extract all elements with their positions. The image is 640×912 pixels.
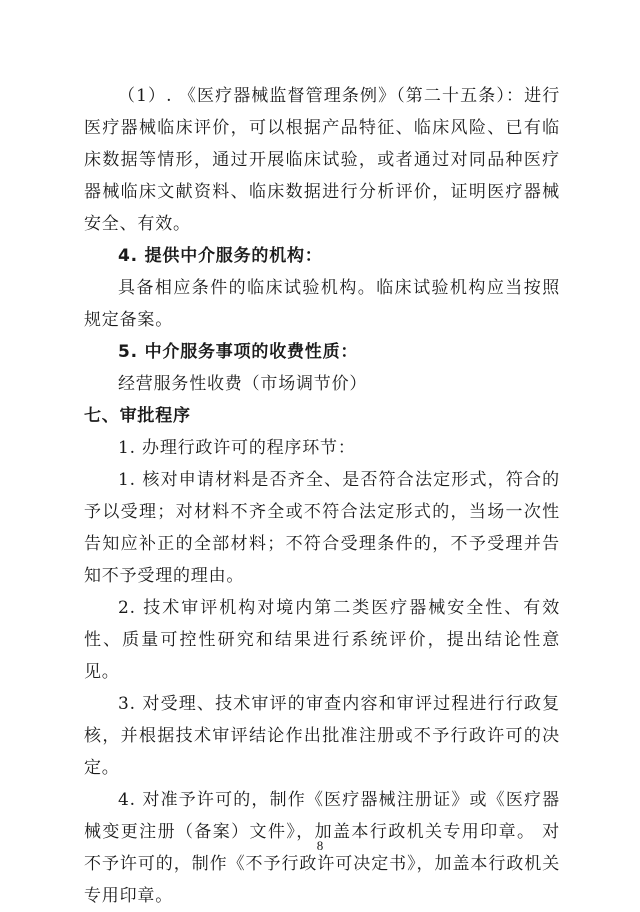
procedure-step-4: 4. 对准予许可的，制作《医疗器械注册证》或《医疗器械变更注册（备案）文件》，加盖本行政机关专用印章。 对不予许可的，制作《不予行政许可决定书》，加盖本行政机关专用印章。 [84,790,560,906]
procedure-step-3: 3. 对受理、技术审评的审查内容和审评过程进行行政复核，并根据技术审评结论作出批准注册或不予行政许可的决定。 [84,694,560,778]
page-content [84,80,560,912]
procedure-step-2: 2. 技术审评机构对境内第二类医疗器械安全性、有效性、质量可控性研究和结果进行系统评价，提出结论性意见。 [84,598,560,682]
heading-fee-nature: 5. 中介服务事项的收费性质： [118,342,359,362]
paragraph-fee-nature: 经营服务性收费（市场调节价） [118,374,368,394]
section-title-approval-procedure: 七、审批程序 [84,406,191,426]
procedure-step-1: 1. 核对申请材料是否齐全、是否符合法定形式，符合的予以受理；对材料不齐全或不符合法定形式的，当场一次性告知应补正的全部材料；不符合受理条件的，不予受理并告知不予受理的理由。 [84,470,560,586]
page-number: 8 [316,838,324,853]
paragraph-intermediary-institution: 具备相应条件的临床试验机构。临床试验机构应当按照规定备案。 [84,278,560,330]
paragraph-clinical-evaluation: （1）. 《医疗器械监督管理条例》（第二十五条）：进行医疗器械临床评价，可以根据产品特征、临床风险、已有临床数据等情形，通过开展临床试验，或者通过对同品种医疗器械临床文献资料、临床数据进行分析评价，证明医疗器械安全、有效。 [84,86,560,234]
heading-intermediary-institution: 4. 提供中介服务的机构： [118,246,323,266]
heading-procedure-steps: 1. 办理行政许可的程序环节： [118,438,356,458]
